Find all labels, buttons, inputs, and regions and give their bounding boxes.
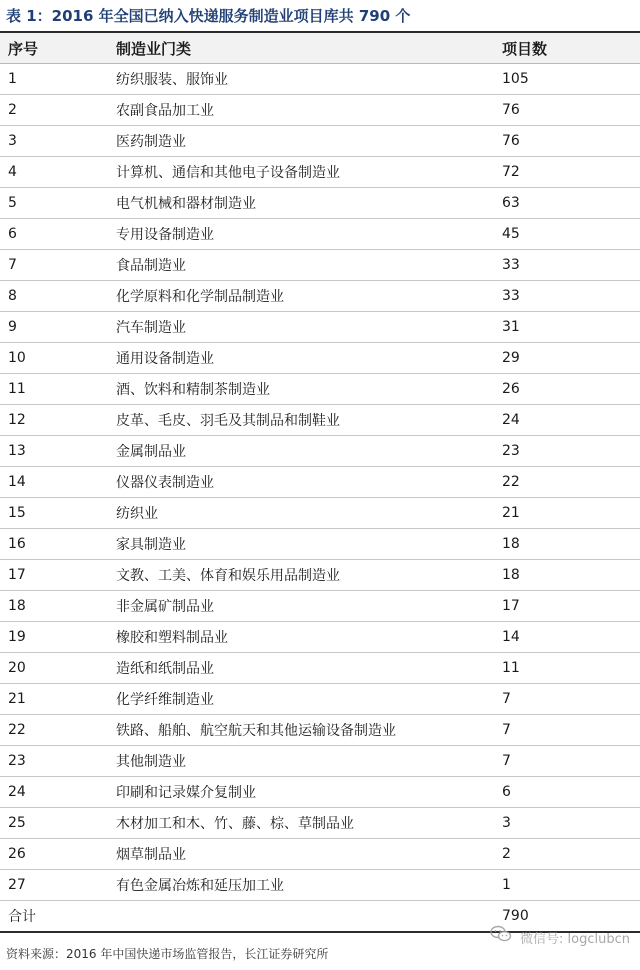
table-row <box>0 281 640 312</box>
row-index: 20 <box>0 653 108 684</box>
table-row <box>0 95 640 126</box>
row-category: 橡胶和塑料制品业 <box>108 622 500 653</box>
table-row <box>0 653 640 684</box>
row-index: 18 <box>0 591 108 622</box>
row-category: 通用设备制造业 <box>108 343 500 374</box>
row-category: 金属制品业 <box>108 436 500 467</box>
row-category: 电气机械和器材制造业 <box>108 188 500 219</box>
row-index: 22 <box>0 715 108 746</box>
row-count: 21 <box>500 498 640 529</box>
total-count: 790 <box>500 901 640 933</box>
header-category: 制造业门类 <box>108 33 500 64</box>
row-category: 酒、饮料和精制茶制造业 <box>108 374 500 405</box>
table-row <box>0 870 640 901</box>
table-row <box>0 808 640 839</box>
row-category: 烟草制品业 <box>108 839 500 870</box>
row-category: 医药制造业 <box>108 126 500 157</box>
row-index: 16 <box>0 529 108 560</box>
row-category: 有色金属冶炼和延压加工业 <box>108 870 500 901</box>
table-row <box>0 560 640 591</box>
row-index: 15 <box>0 498 108 529</box>
row-count: 23 <box>500 436 640 467</box>
row-index: 5 <box>0 188 108 219</box>
row-category: 印刷和记录媒介复制业 <box>108 777 500 808</box>
table-row <box>0 312 640 343</box>
table-row <box>0 157 640 188</box>
row-index: 26 <box>0 839 108 870</box>
watermark-text: 微信号: logclubcn <box>520 932 630 947</box>
row-category: 化学纤维制造业 <box>108 684 500 715</box>
row-index: 11 <box>0 374 108 405</box>
row-category: 非金属矿制品业 <box>108 591 500 622</box>
table-row <box>0 715 640 746</box>
row-index: 23 <box>0 746 108 777</box>
row-index: 13 <box>0 436 108 467</box>
source-note: 资料来源：2016 年中国快递市场监管报告，长江证券研究所 <box>6 947 329 961</box>
row-category: 食品制造业 <box>108 250 500 281</box>
row-count: 11 <box>500 653 640 684</box>
row-count: 63 <box>500 188 640 219</box>
table-row <box>0 529 640 560</box>
row-count: 76 <box>500 126 640 157</box>
table-row <box>0 219 640 250</box>
row-count: 1 <box>500 870 640 901</box>
row-category: 化学原料和化学制品制造业 <box>108 281 500 312</box>
row-category: 家具制造业 <box>108 529 500 560</box>
row-index: 9 <box>0 312 108 343</box>
table-row <box>0 374 640 405</box>
row-category: 文教、工美、体育和娱乐用品制造业 <box>108 560 500 591</box>
row-category: 农副食品加工业 <box>108 95 500 126</box>
table-row <box>0 498 640 529</box>
total-spacer <box>108 901 500 933</box>
row-count: 18 <box>500 560 640 591</box>
row-count: 3 <box>500 808 640 839</box>
row-category: 仪器仪表制造业 <box>108 467 500 498</box>
table-row <box>0 188 640 219</box>
row-category: 计算机、通信和其他电子设备制造业 <box>108 157 500 188</box>
row-index: 17 <box>0 560 108 591</box>
row-count: 22 <box>500 467 640 498</box>
manufacturing-projects-table <box>0 33 640 933</box>
row-index: 10 <box>0 343 108 374</box>
row-count: 14 <box>500 622 640 653</box>
row-count: 29 <box>500 343 640 374</box>
row-index: 14 <box>0 467 108 498</box>
row-count: 45 <box>500 219 640 250</box>
table-row <box>0 684 640 715</box>
row-category: 汽车制造业 <box>108 312 500 343</box>
table-row <box>0 405 640 436</box>
row-index: 19 <box>0 622 108 653</box>
table-body <box>0 64 640 933</box>
table-row <box>0 622 640 653</box>
table-row <box>0 777 640 808</box>
row-category: 铁路、船舶、航空航天和其他运输设备制造业 <box>108 715 500 746</box>
row-index: 1 <box>0 64 108 95</box>
table-row <box>0 839 640 870</box>
row-category: 纺织服装、服饰业 <box>108 64 500 95</box>
table-row <box>0 126 640 157</box>
header-count: 项目数 <box>500 33 640 64</box>
row-index: 24 <box>0 777 108 808</box>
watermark <box>490 925 630 953</box>
row-category: 纺织业 <box>108 498 500 529</box>
row-index: 2 <box>0 95 108 126</box>
table-row <box>0 436 640 467</box>
row-count: 7 <box>500 684 640 715</box>
wechat-icon <box>490 925 512 954</box>
table-row <box>0 343 640 374</box>
row-count: 17 <box>500 591 640 622</box>
header-index: 序号 <box>0 33 108 64</box>
row-count: 7 <box>500 715 640 746</box>
row-count: 31 <box>500 312 640 343</box>
row-count: 72 <box>500 157 640 188</box>
row-count: 24 <box>500 405 640 436</box>
row-category: 皮革、毛皮、羽毛及其制品和制鞋业 <box>108 405 500 436</box>
row-index: 21 <box>0 684 108 715</box>
row-index: 12 <box>0 405 108 436</box>
table-title: 表 1：2016 年全国已纳入快递服务制造业项目库共 790 个 <box>6 7 411 25</box>
row-count: 76 <box>500 95 640 126</box>
row-index: 27 <box>0 870 108 901</box>
table-header-row <box>0 33 640 64</box>
row-count: 18 <box>500 529 640 560</box>
row-category: 造纸和纸制品业 <box>108 653 500 684</box>
row-count: 7 <box>500 746 640 777</box>
row-index: 3 <box>0 126 108 157</box>
row-count: 33 <box>500 250 640 281</box>
row-category: 木材加工和木、竹、藤、棕、草制品业 <box>108 808 500 839</box>
row-count: 26 <box>500 374 640 405</box>
row-category: 专用设备制造业 <box>108 219 500 250</box>
row-count: 105 <box>500 64 640 95</box>
row-category: 其他制造业 <box>108 746 500 777</box>
row-count: 6 <box>500 777 640 808</box>
table-row <box>0 591 640 622</box>
table-row <box>0 467 640 498</box>
row-index: 4 <box>0 157 108 188</box>
table-row <box>0 250 640 281</box>
row-count: 2 <box>500 839 640 870</box>
row-index: 8 <box>0 281 108 312</box>
row-count: 33 <box>500 281 640 312</box>
table-row <box>0 64 640 95</box>
data-table-container <box>0 31 640 933</box>
total-label: 合计 <box>0 901 108 933</box>
row-index: 25 <box>0 808 108 839</box>
row-index: 7 <box>0 250 108 281</box>
table-row <box>0 746 640 777</box>
row-index: 6 <box>0 219 108 250</box>
